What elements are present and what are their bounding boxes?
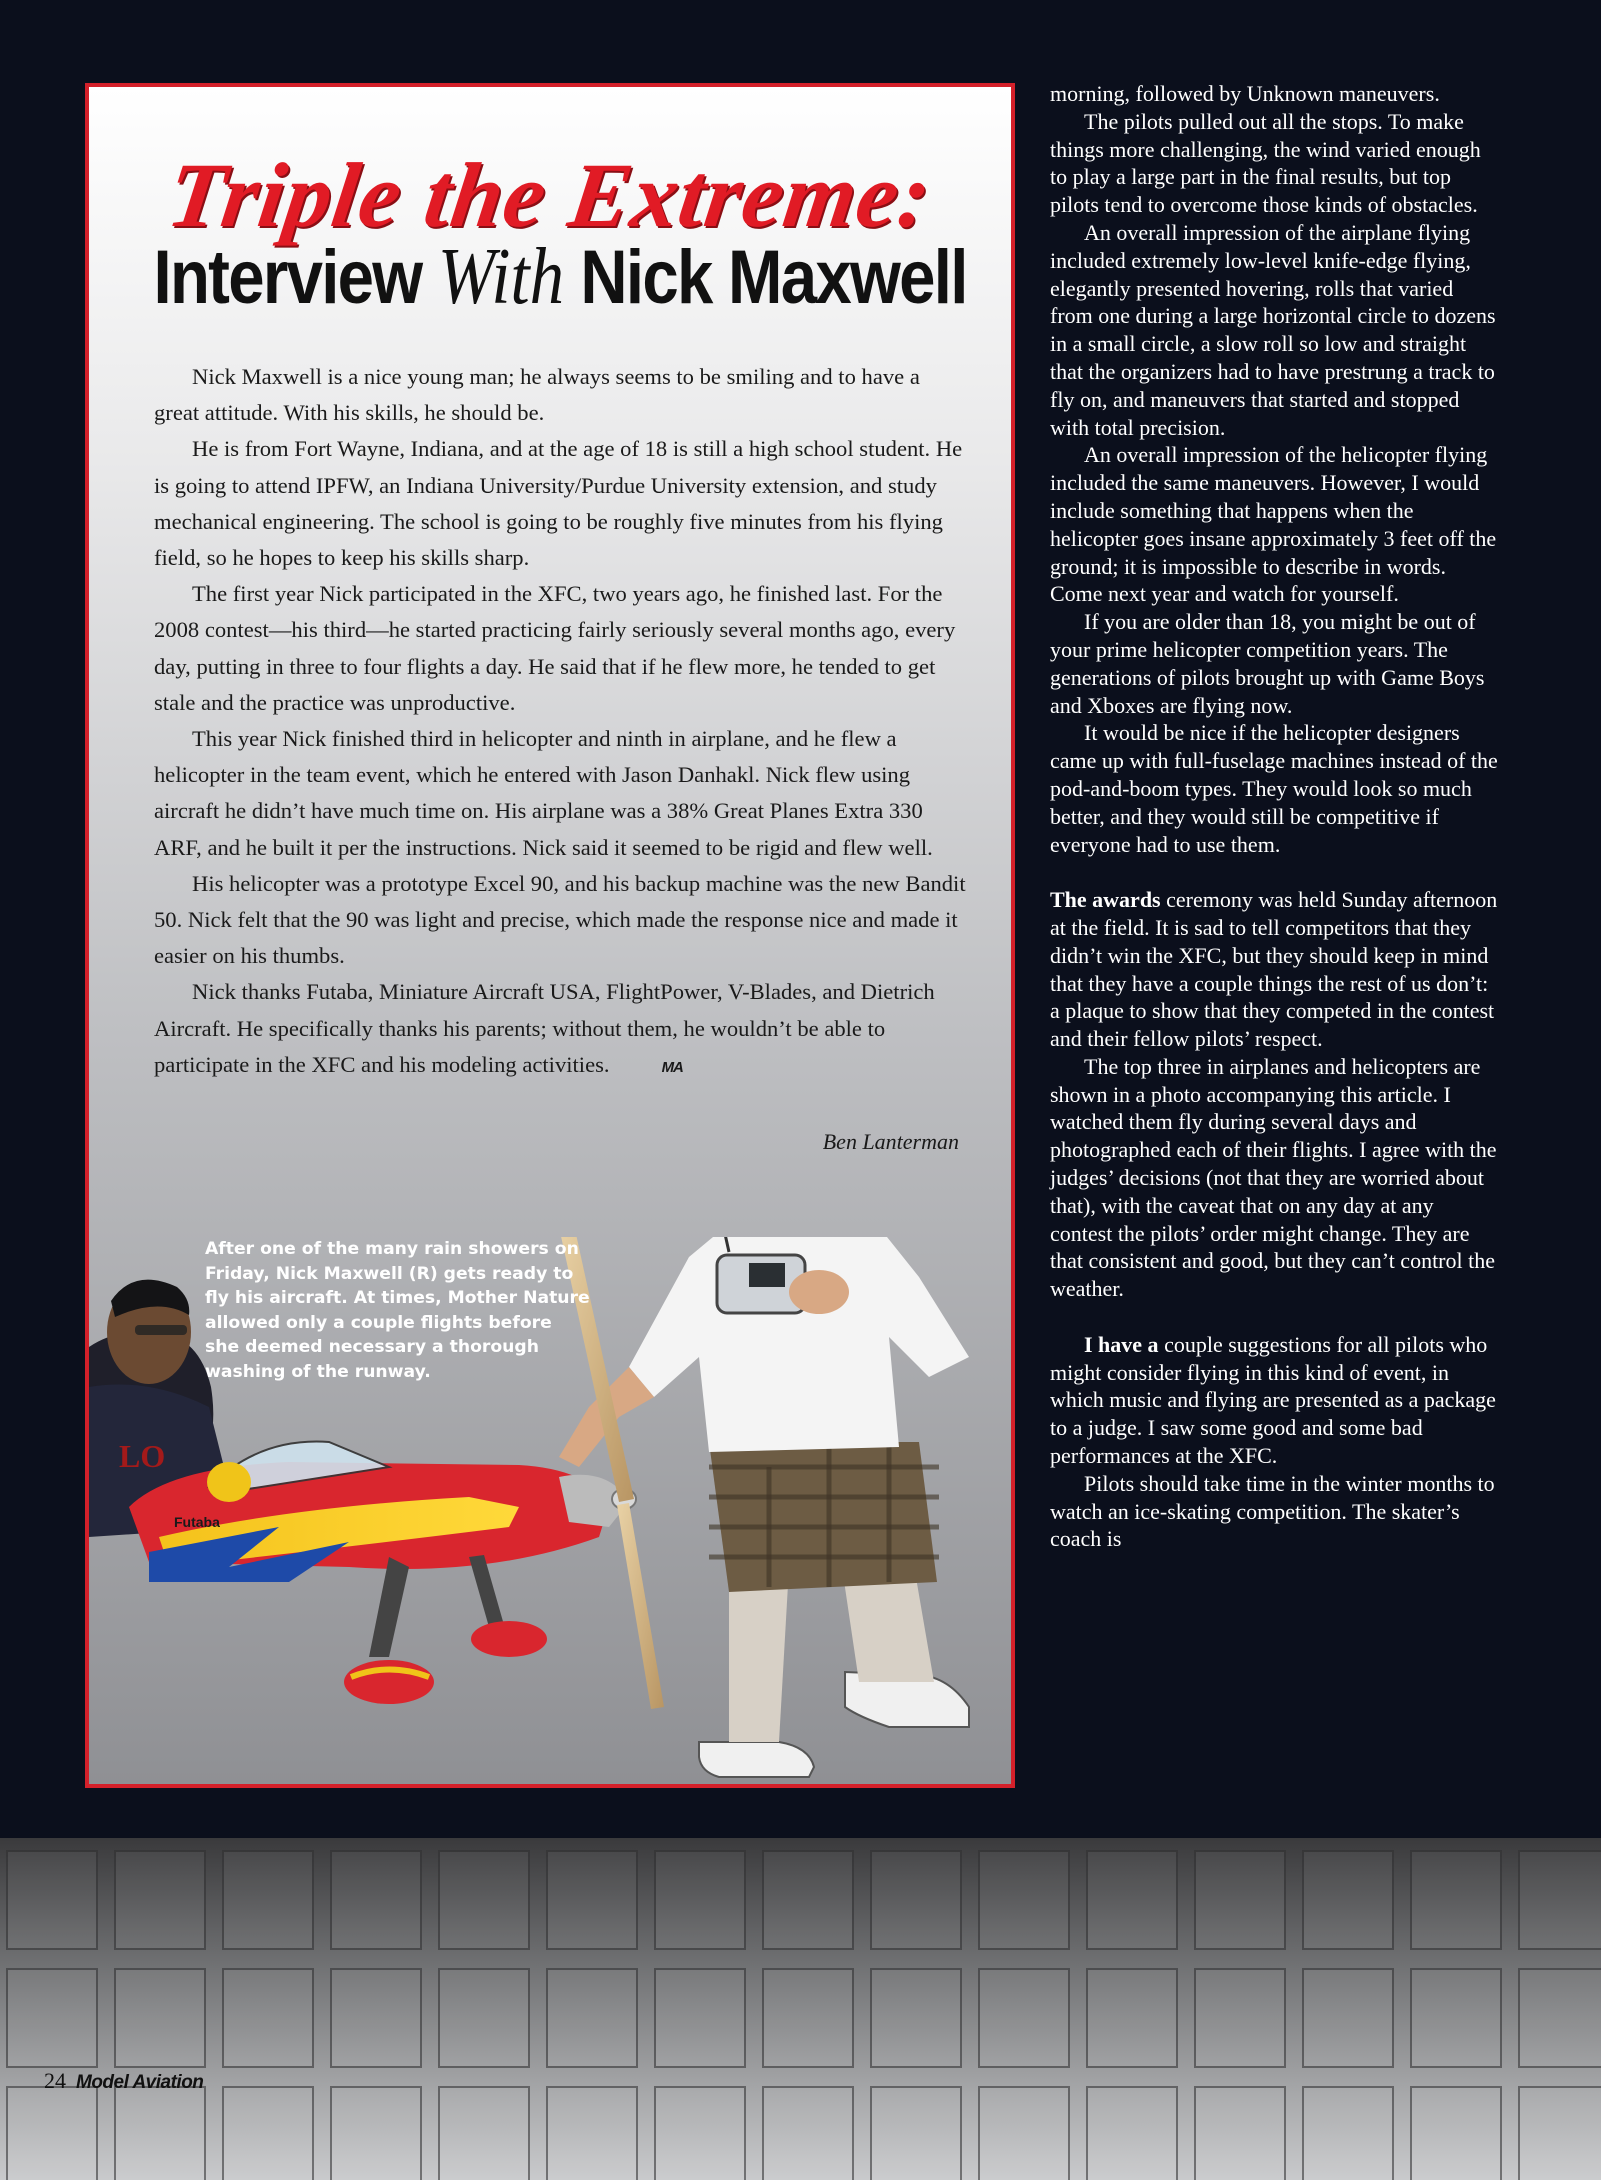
grid-cell (654, 1850, 746, 1950)
grid-cell (222, 2086, 314, 2180)
run-in-awards: The awards (1050, 887, 1161, 913)
grid-cell (870, 1850, 962, 1950)
page-folio (44, 2068, 203, 2094)
decorative-grid-strip (0, 1838, 1601, 2180)
grid-cell (1410, 2086, 1502, 2180)
grid-cell (222, 1850, 314, 1950)
grid-cell (546, 2086, 638, 2180)
grid-cell (438, 2086, 530, 2180)
story-paragraph: Nick Maxwell is a nice young man; he always seems to be smiling and to have a great attitude. With his skills, he should be. (154, 364, 920, 426)
grid-cell (222, 1968, 314, 2068)
grid-cell (546, 1850, 638, 1950)
column-paragraph-suggestions (1050, 1331, 1500, 1470)
headline-part-2: With (437, 233, 564, 321)
sidebar-kicker: Triple the Extreme: (161, 144, 939, 246)
page-number: 24 (44, 2068, 66, 2093)
grid-cell (762, 1968, 854, 2068)
grid-cell (1086, 2086, 1178, 2180)
grid-cell (978, 1850, 1070, 1950)
grid-cell (6, 1968, 98, 2068)
grid-cell (1410, 1968, 1502, 2068)
grid-cell (978, 2086, 1070, 2180)
sidebar-story (154, 359, 969, 1086)
awards-text: ceremony was held Sunday afternoon at the field. It is sad to tell competitors that they didn’t win the XFC, but they should keep in mind that they have a couple things the rest of us don’t: a plaque to show that they competed in the contest and their fellow pilots’ respect. (1050, 887, 1498, 1052)
run-in-suggestions: I have a (1084, 1331, 1159, 1357)
grid-cell (438, 1850, 530, 1950)
grid-cell (438, 1968, 530, 2068)
column-paragraph: If you are older than 18, you might be out of your prime helicopter competition years. The generations of pilots brought up with Game Boys and Xboxes are flying now. (1050, 609, 1485, 718)
headline-part-3: Nick Maxwell (563, 235, 967, 320)
story-paragraph: His helicopter was a prototype Excel 90, and his backup machine was the new Bandit 50. Nick felt that the 90 was light and precise, which made the response nice and made it easier on his thumbs. (154, 870, 966, 969)
column-paragraph: An overall impression of the helicopter flying included the same maneuvers. However, I would include something that happens when the helicopter goes insane approximately 3 feet off the ground; it is impossible to describe in words. Come next year and watch for yourself. (1050, 442, 1497, 607)
grid-cell (654, 2086, 746, 2180)
grid-cell (1518, 1968, 1601, 2068)
grid-cell (114, 1968, 206, 2068)
column-paragraph: Pilots should take time in the winter months to watch an ice-skating competition. The skater’s coach is (1050, 1470, 1495, 1552)
grid-cell (870, 2086, 962, 2180)
suggestions-text: couple suggestions for all pilots who might consider flying in this kind of event, in which music and flying are presented as a package to a judge. I saw some good and some bad performances at the XFC. (1050, 1331, 1496, 1469)
grid-cell (1302, 1850, 1394, 1950)
story-paragraph: The first year Nick participated in the XFC, two years ago, he finished last. For the 2008 contest—his third—he started practicing fairly seriously several months ago, every day, putting in three to four flights a day. He said that if he flew more, he tended to get stale and the practice was unproductive. (154, 581, 956, 715)
story-paragraph: He is from Fort Wayne, Indiana, and at the age of 18 is still a high school student. He is going to attend IPFW, an Indiana University/Purdue University extension, and study mechanical engineering. The school is going to be roughly five minutes from his flying field, so he hopes to keep his skills sharp. (154, 436, 963, 571)
grid-cell (1086, 1968, 1178, 2068)
column-paragraph-awards (1050, 886, 1500, 1053)
grid-cell (114, 1850, 206, 1950)
grid-cell (1194, 1968, 1286, 2068)
svg-text:LO: LO (119, 1438, 166, 1474)
grid-cell (6, 2086, 98, 2180)
magazine-name: Model Aviation (76, 2072, 204, 2093)
story-last-text: Nick thanks Futaba, Miniature Aircraft USA, FlightPower, V-Blades, and Dietrich Aircraft. He specifically thanks his parents; without them, he wouldn’t be able to participate in the XFC and his modeling activities. (154, 979, 935, 1077)
plane-brand-label: Futaba (174, 1514, 220, 1530)
grid-cell (1086, 1850, 1178, 1950)
grid-cell (1302, 1968, 1394, 2068)
headline-part-1: Interview (153, 235, 438, 320)
grid-cell (870, 1968, 962, 2068)
column-paragraph: morning, followed by Unknown maneuvers. (1050, 81, 1440, 106)
column-paragraph: The top three in airplanes and helicopters are shown in a photo accompanying this article. I watched them fly during several days and photographed each of their flights. I agree with the judges’ decisions (not that they are worried about that), with the caveat that on any day at any contest the pilots’ order might change. They are that consistent and good, but they can’t control the weather. (1050, 1053, 1497, 1302)
grid-cell (330, 1850, 422, 1950)
grid-cell (1194, 2086, 1286, 2180)
byline: Ben Lanterman (822, 1129, 959, 1154)
grid-cell (1410, 1850, 1502, 1950)
story-paragraph-last (154, 974, 969, 1086)
grid-cell (1302, 2086, 1394, 2180)
sidebar-box (85, 83, 1015, 1788)
grid-cell (762, 2086, 854, 2180)
story-paragraph: This year Nick finished third in helicopter and ninth in airplane, and he flew a helicopter in the team event, which he entered with Jason Danhakl. Nick flew using aircraft he didn’t have much time on. His airplane was a 38% Great Planes Extra 330 ARF, and he built it per the instructions. Nick said it seemed to be rigid and flew well. (154, 726, 933, 860)
grid-cell (1518, 2086, 1601, 2180)
grid-cell (1518, 1850, 1601, 1950)
column-paragraph: It would be nice if the helicopter designers came up with full-fuselage machines instead of the pod-and-boom types. They would look so much better, and they would still be competitive if everyone had to use them. (1050, 720, 1498, 857)
grid-cell (1194, 1850, 1286, 1950)
photo-caption: After one of the many rain showers on Friday, Nick Maxwell (R) gets ready to fly his aircraft. At times, Mother Nature allowed only a couple flights before she deemed necessary a thorough washing of the runway. (205, 1239, 590, 1382)
grid-cell (330, 1968, 422, 2068)
grid-cell (6, 1850, 98, 1950)
grid-cell (546, 1968, 638, 2068)
column-paragraph: An overall impression of the airplane flying included extremely low-level knife-edge flying, elegantly presented hovering, rolls that varied from one during a large horizontal circle to dozens in a small circle, a slow roll so low and straight that the organizers had to have prestrung a track to fly on, and maneuvers that started and stopped with total precision. (1050, 219, 1496, 440)
grid-cell (330, 2086, 422, 2180)
grid-cell (978, 1968, 1070, 2068)
grid-cell (114, 2086, 206, 2180)
grid-cell (762, 1850, 854, 1950)
end-mark: MA (661, 1058, 683, 1076)
article-column (1050, 80, 1500, 1553)
column-paragraph: The pilots pulled out all the stops. To make things more challenging, the wind varied enough to play a large part in the final results, but top pilots tend to overcome those kinds of obstacles. (1050, 108, 1481, 218)
grid-cell (654, 1968, 746, 2068)
sidebar-headline (153, 232, 967, 323)
